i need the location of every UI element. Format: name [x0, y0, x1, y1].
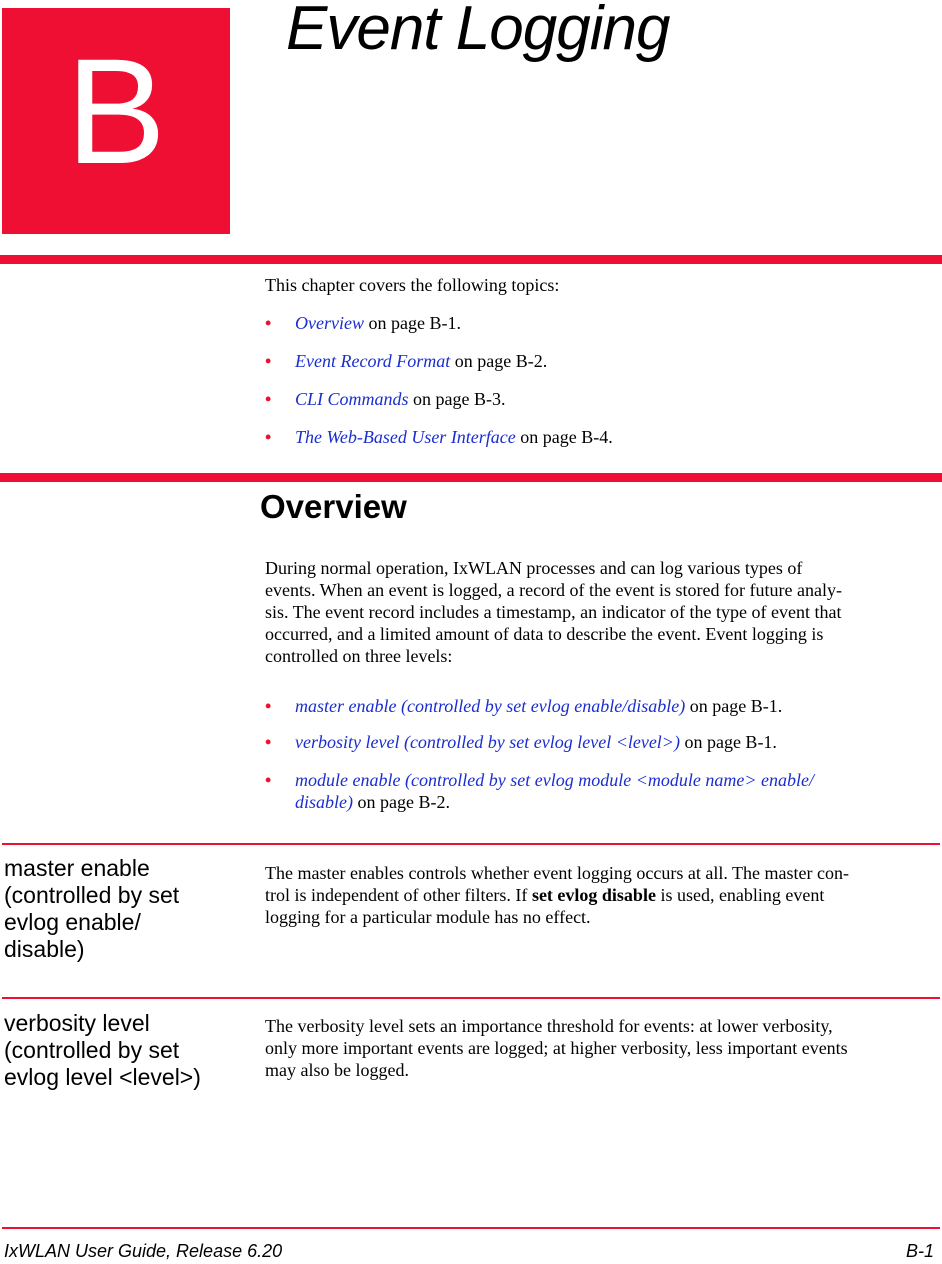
footer-guide-title: IxWLAN User Guide, Release 6.20: [4, 1241, 283, 1261]
subsection-divider: [2, 997, 940, 999]
topic-page: on page B-2.: [450, 351, 548, 371]
bullet: •: [265, 770, 272, 790]
topic-link-event-record-format[interactable]: Event Record Format: [295, 351, 451, 371]
side-heading-line: evlog level <level>): [4, 1064, 201, 1090]
level-page: on page B-1.: [685, 696, 783, 716]
bullet: •: [265, 351, 272, 371]
bullet: •: [265, 696, 272, 716]
chapter-divider: [0, 255, 942, 264]
topic-link-cli-commands[interactable]: CLI Commands: [295, 389, 409, 409]
paragraph-line: [265, 884, 940, 906]
paragraph-line: occurred, and a limited amount of data to describe the event. Event logging is: [265, 624, 824, 644]
level-link-verbosity[interactable]: verbosity level (controlled by set evlog level <level>): [295, 732, 680, 752]
subsection-divider: [2, 843, 940, 845]
intro-lead: This chapter covers the following topics:: [265, 275, 560, 295]
section-heading-overview: Overview: [260, 488, 407, 525]
footer-page-number: B-1: [905, 1241, 934, 1261]
side-heading-line: (controlled by set: [4, 1037, 180, 1063]
side-heading-master-enable: [4, 855, 244, 963]
section-divider: [0, 473, 942, 482]
paragraph-line: sis. The event record includes a timestamp, an indicator of the type of event that: [265, 602, 842, 622]
chapter-badge: [2, 8, 230, 234]
bullet: •: [265, 313, 272, 333]
level-link-master-enable[interactable]: master enable (controlled by set evlog enable/disable): [295, 696, 686, 716]
topic-page: on page B-3.: [408, 389, 506, 409]
level-link-module-enable[interactable]: module enable (controlled by set evlog module <module name> enable/: [295, 770, 814, 790]
bullet: •: [265, 732, 272, 752]
bullet: •: [265, 389, 272, 409]
paragraph-line: controlled on three levels:: [265, 646, 453, 666]
text-run: trol is independent of other filters. If: [265, 885, 532, 905]
side-heading-line: evlog enable/: [4, 909, 141, 935]
footer-rule: [2, 1227, 940, 1229]
side-heading-line: master enable: [4, 855, 150, 881]
paragraph-line: may also be logged.: [265, 1060, 409, 1080]
topic-page: on page B-1.: [363, 313, 461, 333]
bullet: •: [265, 427, 272, 447]
level-link-module-enable-cont[interactable]: disable): [295, 792, 353, 812]
topic-link-overview[interactable]: Overview: [295, 313, 364, 333]
master-enable-paragraph: [265, 862, 940, 928]
paragraph-line: The verbosity level sets an importance threshold for events: at lower verbosity,: [265, 1016, 833, 1036]
level-page: on page B-1.: [679, 732, 777, 752]
text-run: is used, enabling event: [655, 885, 825, 905]
command-text: set evlog disable: [531, 885, 656, 905]
chapter-title: Event Logging: [286, 0, 670, 63]
side-heading-line: verbosity level: [4, 1010, 150, 1036]
paragraph-line: only more important events are logged; at higher verbosity, less important events: [265, 1038, 848, 1058]
verbosity-paragraph: [265, 1015, 940, 1081]
side-heading-verbosity-level: [4, 1010, 244, 1091]
side-heading-line: disable): [4, 936, 85, 962]
overview-paragraph: [265, 557, 935, 667]
paragraph-line: events. When an event is logged, a record of the event is stored for future analy-: [265, 580, 842, 600]
chapter-letter: B: [65, 27, 167, 195]
topic-link-web-ui[interactable]: The Web-Based User Interface: [295, 427, 516, 447]
level-page: on page B-2.: [353, 792, 450, 812]
paragraph-line: logging for a particular module has no effect.: [265, 907, 591, 927]
paragraph-line: The master enables controls whether event logging occurs at all. The master con-: [265, 863, 849, 883]
topic-page: on page B-4.: [515, 427, 613, 447]
side-heading-line: (controlled by set: [4, 882, 180, 908]
paragraph-line: During normal operation, IxWLAN processes and can log various types of: [265, 558, 803, 578]
